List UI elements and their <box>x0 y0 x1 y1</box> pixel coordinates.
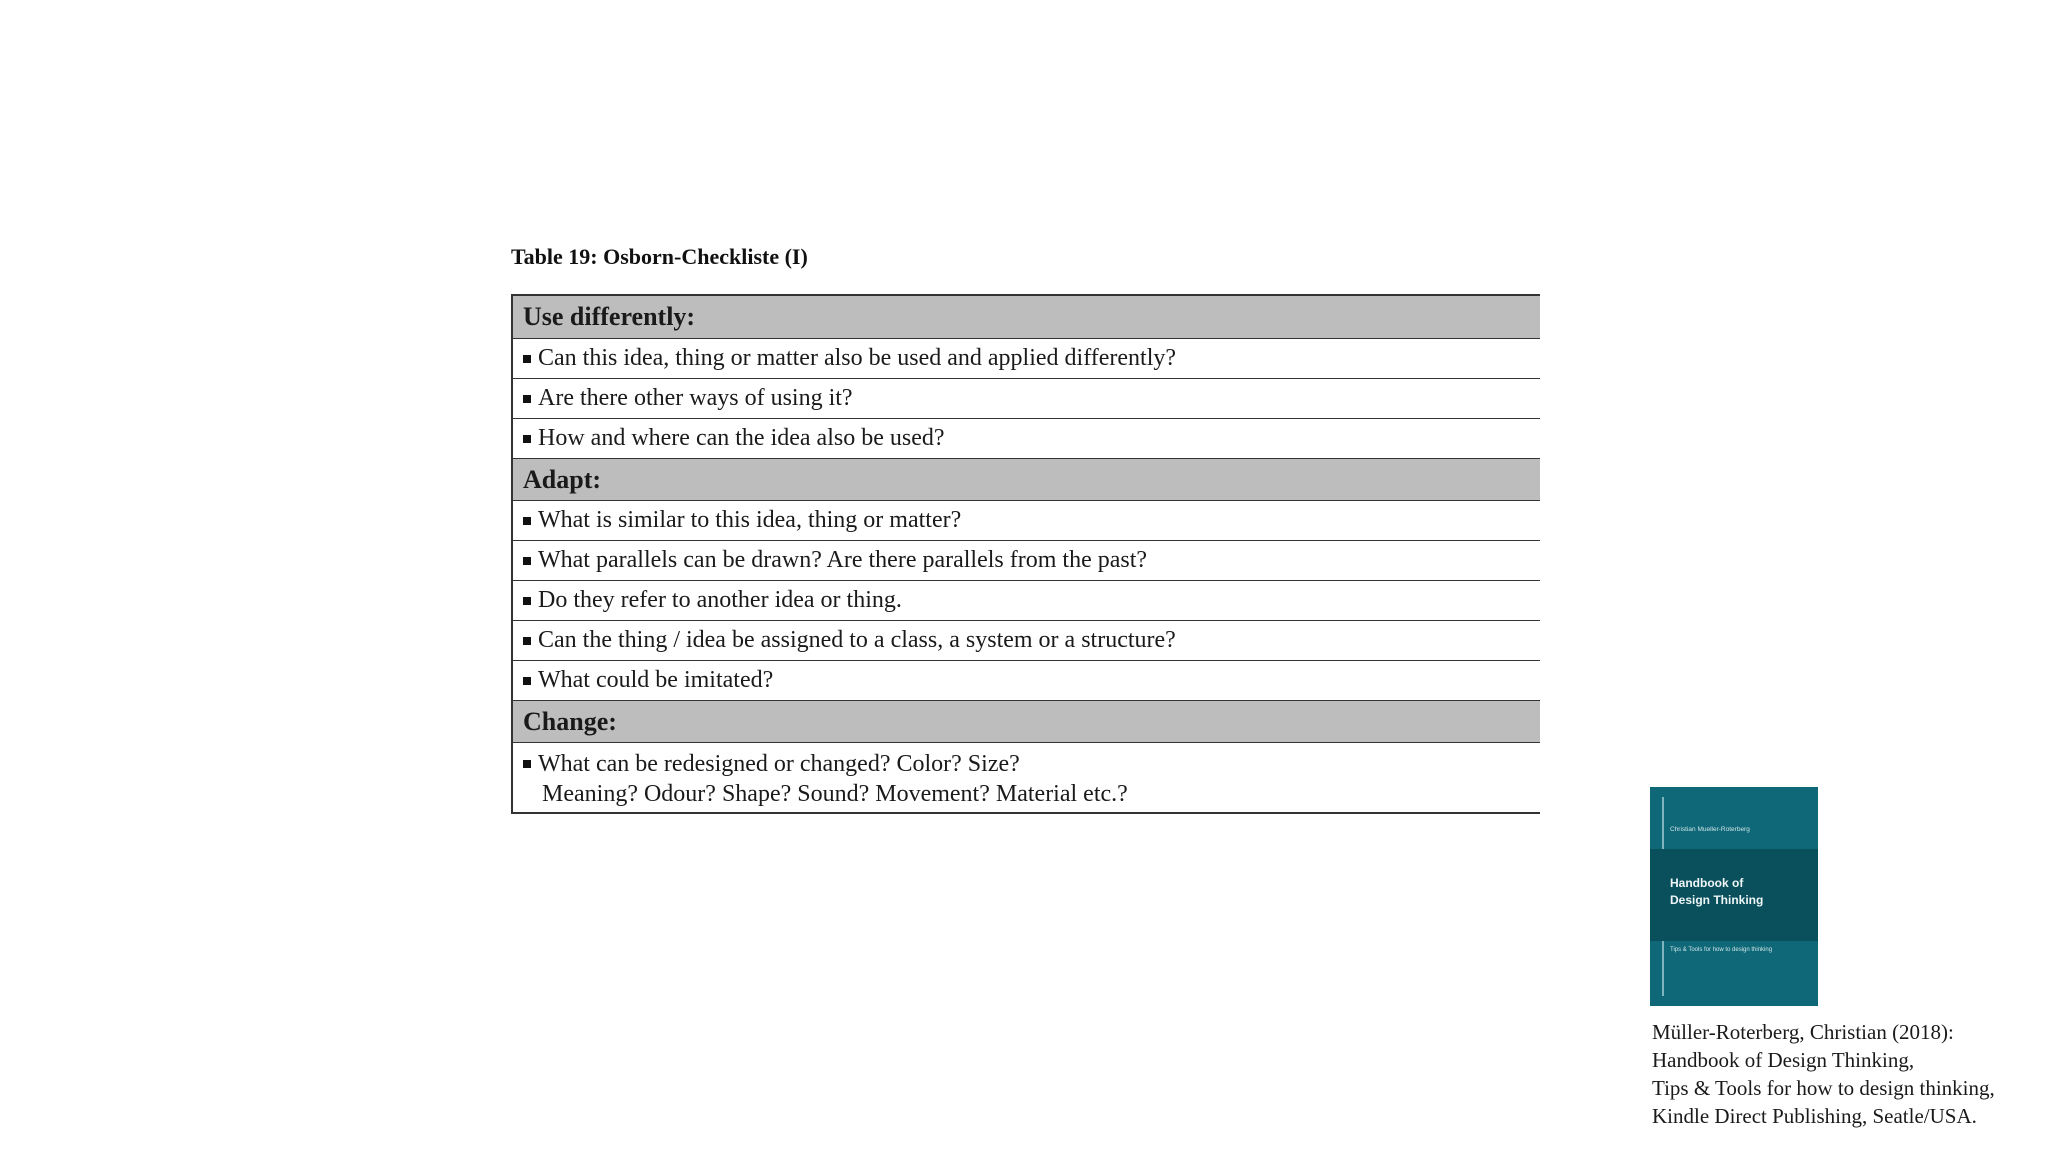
checklist-item <box>513 742 1540 812</box>
section-heading-adapt: Adapt: <box>513 458 1540 500</box>
table-caption: Table 19: Osborn-Checkliste (I) <box>511 244 808 269</box>
checklist-item-line: What can be redesigned or changed? Color? Size? <box>538 751 1020 777</box>
checklist-item <box>513 500 1540 540</box>
bullet-icon <box>523 355 531 363</box>
checklist-item <box>513 580 1540 620</box>
section-heading-change: Change: <box>513 700 1540 742</box>
reference-line: Müller-Roterberg, Christian (2018): <box>1652 1020 1954 1044</box>
book-cover-subtitle: Tips & Tools for how to design thinking <box>1670 947 1773 953</box>
bullet-icon <box>523 597 531 605</box>
checklist-item-text: Do they refer to another idea or thing. <box>538 587 902 613</box>
bullet-icon <box>523 395 531 403</box>
osborn-checklist-table <box>511 294 1540 814</box>
checklist-item <box>513 418 1540 458</box>
book-cover-image <box>1650 787 1818 1006</box>
book-cover-author: Christian Mueller-Roterberg <box>1670 826 1750 833</box>
checklist-item-line: Meaning? Odour? Shape? Sound? Movement? Material etc.? <box>542 781 1128 807</box>
bullet-icon <box>523 677 531 685</box>
bullet-icon <box>523 435 531 443</box>
reference-line: Kindle Direct Publishing, Seatle/USA. <box>1652 1104 1977 1128</box>
book-reference <box>1652 1018 1995 1130</box>
reference-line: Handbook of Design Thinking, <box>1652 1048 1915 1072</box>
checklist-item-text: What parallels can be drawn? Are there parallels from the past? <box>538 547 1148 573</box>
checklist-item <box>513 378 1540 418</box>
checklist-item-text: Can the thing / idea be assigned to a class, a system or a structure? <box>538 627 1176 653</box>
bullet-icon <box>523 557 531 565</box>
checklist-item <box>513 620 1540 660</box>
checklist-item <box>513 338 1540 378</box>
bullet-icon <box>523 760 531 768</box>
checklist-item-text: How and where can the idea also be used? <box>538 425 945 451</box>
reference-line: Tips & Tools for how to design thinking, <box>1652 1076 1995 1100</box>
checklist-item <box>513 660 1540 700</box>
bullet-icon <box>523 637 531 645</box>
checklist-item-text: Can this idea, thing or matter also be used and applied differently? <box>538 345 1177 371</box>
section-heading-use-differently: Use differently: <box>513 296 1540 338</box>
book-cover-title: Handbook of Design Thinking <box>1670 876 1764 907</box>
checklist-item-text: What could be imitated? <box>538 667 774 693</box>
checklist-item <box>513 540 1540 580</box>
checklist-item-text: Are there other ways of using it? <box>538 385 853 411</box>
bullet-icon <box>523 517 531 525</box>
checklist-item-text: What is similar to this idea, thing or matter? <box>538 507 962 533</box>
checklist-item-text <box>538 749 1128 809</box>
